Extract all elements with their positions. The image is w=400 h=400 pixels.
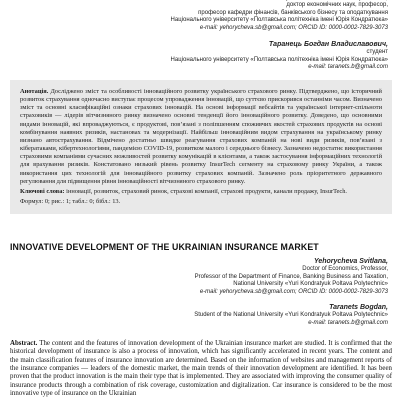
uk-author-1-position: професор кафедри фінансів, банківського бізнесу та оподаткування <box>198 9 388 16</box>
uk-author-1-contacts: e-mail: yehorycheva.sb@gmail.com; ORCID ID: 0000-0002-7829-3073 <box>199 25 388 32</box>
en-author-2-name: Taranets Bogdan, <box>329 304 388 311</box>
uk-author-1-affiliation <box>171 0 388 33</box>
en-author-1-position: Professor of the Department of Finance, Banking Business and Taxation, <box>194 273 388 280</box>
uk-author-2-role: студент <box>366 48 388 55</box>
en-abstract-text: The content and the features of innovation development of the Ukrainian insurance market are studied. It is confirmed that the historical development of insurance is also a process of innovation, which has significantly accelerated in recent years. The content and the main classification features of insurance innovation are determined. Based on the information of websites and management reports of the insurance companies — leaders of the domestic market, the main trends of their innovation development are identified. It has been proven that the product innovation is the main their type that is implemented. They are associated with improving the consumer quality of insurance products through a combination of risk coverage, customization and digitalization. Car insurance is considered to be the most innovative type of insurance on the Ukrainian <box>10 340 392 398</box>
uk-author-2-name: Таранець Богдан Владиславович, <box>268 41 388 48</box>
en-author-1-name: Yehorycheva Svitlana, <box>313 258 388 265</box>
uk-abstract-text-block <box>10 80 392 214</box>
uk-author-2-affiliation <box>171 41 388 72</box>
en-author-1-degree: Doctor of Economics, Professor, <box>302 265 388 272</box>
en-author-2-affiliation <box>194 304 388 327</box>
uk-abstract-block <box>10 80 392 214</box>
en-author-1-affiliation <box>195 258 388 297</box>
uk-author-2-contacts: e-mail: taranets.b@gmail.com <box>308 64 388 71</box>
uk-author-2-org: Національного університету «Полтавська політехніка імені Юрія Кондратюка» <box>170 56 388 63</box>
uk-keywords-label: Ключові слова: <box>20 187 65 195</box>
uk-author-1-degree: доктор економічних наук, професор, <box>286 1 388 8</box>
en-author-2-contacts: e-mail: taranets.b@gmail.com <box>308 319 388 326</box>
en-abstract-block <box>10 340 392 398</box>
uk-abstract-label: Анотація. <box>20 88 49 95</box>
uk-author-1-org: Національного університету «Полтавська політехніка імені Юрія Кондратюка» <box>170 17 388 24</box>
en-abstract-label: Abstract. <box>10 340 38 347</box>
uk-keywords: інновації, розвиток, страховий ринок, страхові компанії, страхові продукти, канали продажу, InsurTech. <box>66 187 348 195</box>
en-author-2-position: Student of the National University «Yuri Kondratyuk Poltava Polytechnic» <box>194 311 388 318</box>
article-title: INNOVATIVE DEVELOPMENT OF THE UKRAINIAN INSURANCE MARKET <box>10 242 319 252</box>
en-author-1-org: National University «Yuri Kondratyuk Poltava Polytechnic» <box>233 281 388 288</box>
en-author-1-contacts: e-mail: yehorycheva.sb@gmail.com; ORCID ID: 0000-0002-7829-3073 <box>199 289 388 296</box>
uk-abstract-text: Досліджено зміст та особливості інноваційного розвитку українського страхового ринку. Підтверджено, що історичний розвиток страхування одночасно виступає процесом упровадження інновацій, що суттєво прискорився останніми часом. Визначено зміст та основні класифікаційні ознаки страхових інновацій. На основі інформації вебсайтів та української інтернет-спільноти страховиків — лідерів вітчизняного ринку визначено основні тенденції його інноваційного розвитку. Доведено, що основними видами інновацій, які впроваджуються, є продуктові, пов’язані з поліпшенням споживчих якостей страхових продуктів на основі комбінування наявних ризиків, настановах та модернізації. Найбільш інноваційним видом страхування на українському ринку визнано автострахування. Відмічено достатньо швидке реагування страхових компаній на нові види ризиків, пов’язані з кібератаками, кібертехнологіями, пандемією COVID-19, розвитком малого і середнього бізнесу. Зазначено недостатнє використання страховими компаніями сучасних можливостей розвитку комунікацій в клієнтами, а також застосування інформаційних технологій для врахування ризиків. Констатовано низький рівень розвитку InsurTech сегменту на страховому ринку України, а також використання цих технологій для інноваційного розвитку страхових компаній. Зазначено роль пріоритетного державного регулювання для підвищення рівня інноваційності вітчизняного страхового ринку. <box>20 88 382 185</box>
uk-article-stats: Формул: 0; рис.: 1; табл.: 0; бібл.: 13. <box>20 198 121 206</box>
